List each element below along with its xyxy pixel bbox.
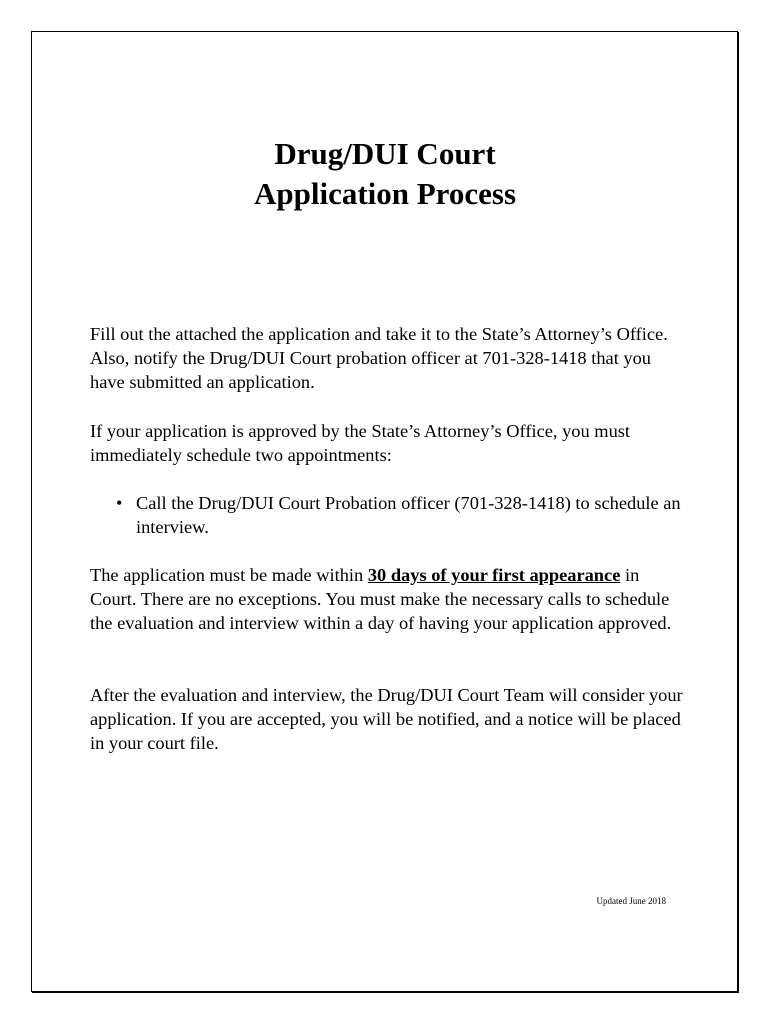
bullet-icon: • (116, 493, 123, 513)
paragraph-1-text: Fill out the attached the application and take it to the State’s Attorney’s Office. Also, notify the Drug/DUI Court probation officer at 701-328-1418 that you have submitted an application. (90, 324, 668, 392)
paragraph-submit-application (90, 322, 690, 394)
paragraph-team-review (90, 683, 690, 755)
title-line-1: Drug/DUI Court (274, 136, 496, 171)
title-line-2: Application Process (253, 176, 517, 211)
deadline-emphasis: 30 days of your first appearance (367, 565, 621, 585)
paragraph-3-after: in Court. There are no exceptions. You must make the necessary calls to schedule the evaluation and interview within a day of having your application approved. (90, 565, 672, 633)
appointments-list (90, 491, 690, 539)
paragraph-3-text (90, 563, 690, 635)
paragraph-2-text: If your application is approved by the State’s Attorney’s Office, you must immediately schedule two appointments: (90, 421, 631, 465)
paragraph-3-before: The application must be made within (90, 565, 368, 585)
paragraph-deadline (90, 563, 690, 635)
paragraph-approval (90, 419, 690, 467)
paragraph-4-text: After the evaluation and interview, the Drug/DUI Court Team will consider your application. If you are accepted, you will be notified, and a notice will be placed in your court file. (90, 685, 683, 753)
updated-date-note: Updated June 2018 (596, 896, 666, 906)
list-item (90, 491, 690, 539)
list-item-text: Call the Drug/DUI Court Probation officer (701-328-1418) to schedule an interview. (136, 493, 681, 537)
document-title (0, 134, 770, 214)
